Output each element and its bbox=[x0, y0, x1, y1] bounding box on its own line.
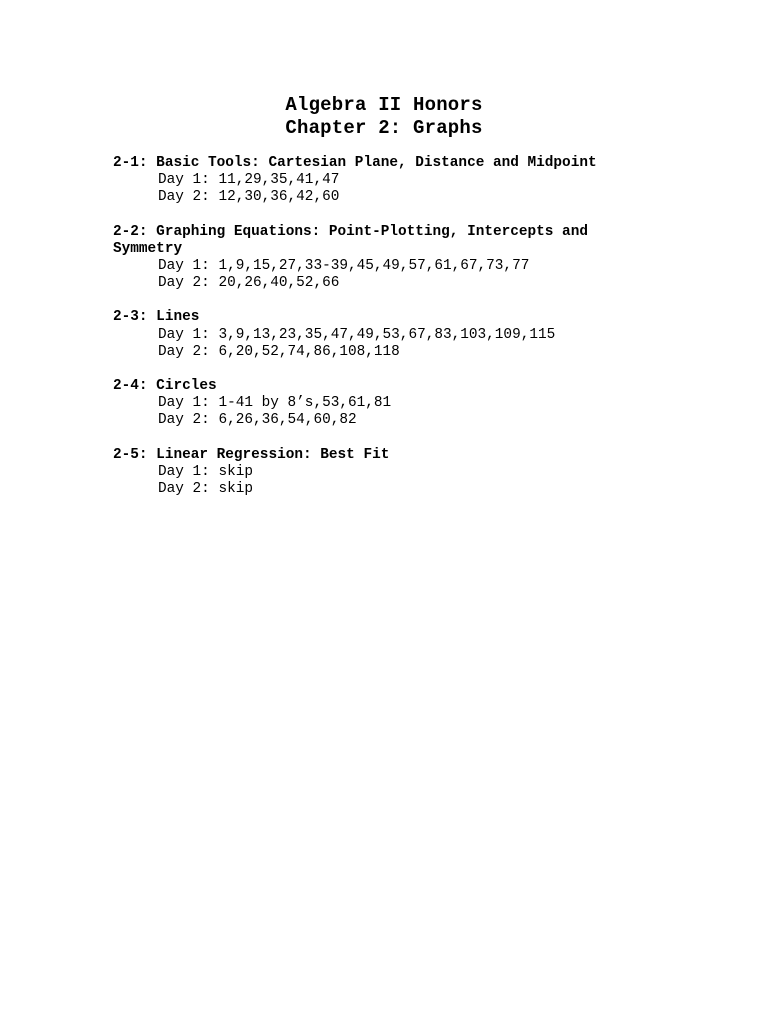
section-2-2 bbox=[113, 224, 653, 293]
section-2-1 bbox=[113, 155, 653, 207]
document-title bbox=[0, 94, 768, 140]
section-2-4 bbox=[113, 378, 653, 430]
day-1-assignment: Day 1: skip bbox=[158, 463, 253, 480]
assignment-list bbox=[113, 155, 653, 515]
section-heading: 2-5: Linear Regression: Best Fit bbox=[113, 446, 390, 463]
day-2-assignment: Day 2: 6,20,52,74,86,108,118 bbox=[158, 343, 400, 360]
day-1-assignment: Day 1: 3,9,13,23,35,47,49,53,67,83,103,109,115 bbox=[158, 326, 556, 343]
day-2-assignment: Day 2: 20,26,40,52,66 bbox=[158, 275, 340, 292]
course-title: Algebra II Honors bbox=[285, 94, 483, 116]
section-2-5 bbox=[113, 447, 653, 499]
section-heading: 2-3: Lines bbox=[113, 309, 200, 326]
day-2-assignment: Day 2: 12,30,36,42,60 bbox=[158, 189, 340, 206]
section-heading: 2-2: Graphing Equations: Point-Plotting, Intercepts and Symmetry bbox=[113, 223, 588, 257]
day-2-assignment: Day 2: 6,26,36,54,60,82 bbox=[158, 412, 357, 429]
section-heading: 2-1: Basic Tools: Cartesian Plane, Distance and Midpoint bbox=[113, 155, 597, 171]
section-2-3 bbox=[113, 309, 653, 361]
day-2-assignment: Day 2: skip bbox=[158, 481, 253, 498]
section-heading: 2-4: Circles bbox=[113, 378, 217, 395]
chapter-title: Chapter 2: Graphs bbox=[285, 117, 483, 139]
day-1-assignment: Day 1: 1,9,15,27,33-39,45,49,57,61,67,73,77 bbox=[158, 258, 530, 275]
day-1-assignment: Day 1: 1-41 by 8’s,53,61,81 bbox=[158, 395, 392, 412]
day-1-assignment: Day 1: 11,29,35,41,47 bbox=[158, 172, 340, 189]
